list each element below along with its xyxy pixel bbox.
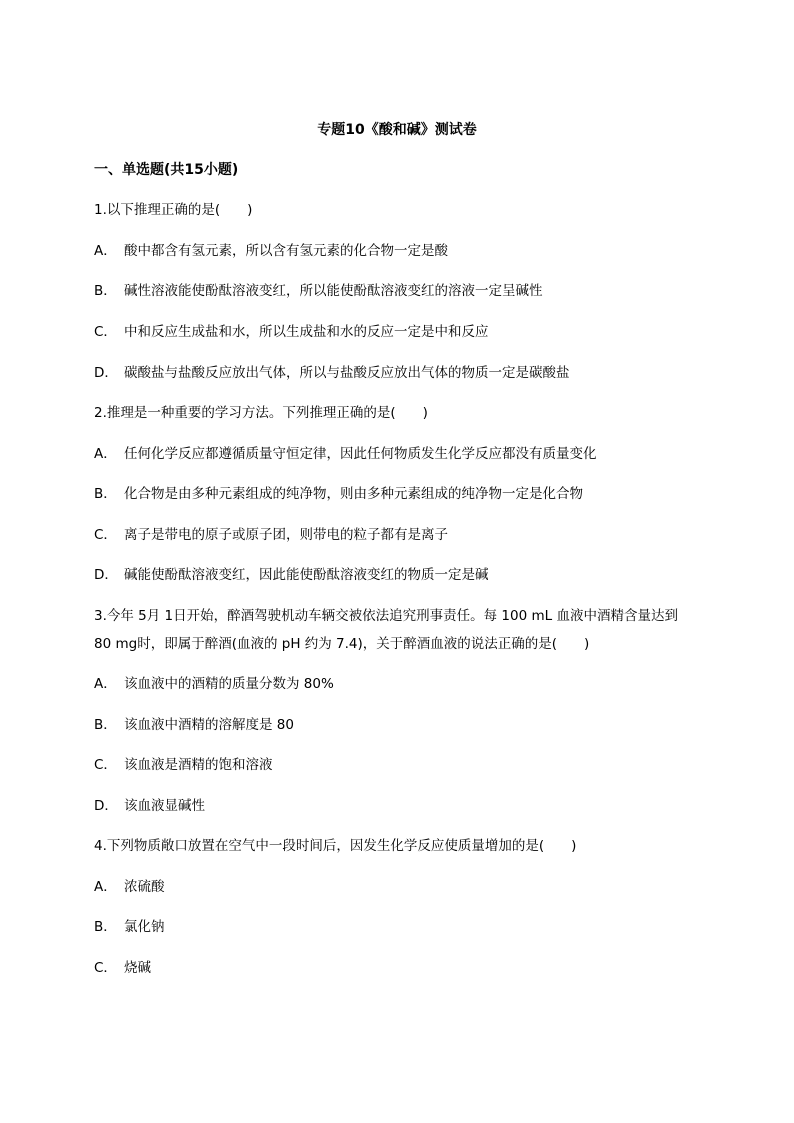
option-letter: C． [94,960,117,976]
question-option [94,674,714,694]
option-letter: B． [94,486,117,502]
question-option [94,322,714,342]
question-option [94,565,714,585]
question-option [94,755,714,775]
option-text: 化合物是由多种元素组成的纯净物，则由多种元素组成的纯净物一定是化合物 [124,486,583,502]
option-text: 酸中都含有氢元素，所以含有氢元素的化合物一定是酸 [124,243,448,259]
option-text: 浓硫酸 [124,879,165,895]
option-text: 该血液中的酒精的质量分数为 80% [124,676,334,692]
question-option [94,444,714,464]
option-letter: A． [94,676,117,692]
question-option [94,917,714,937]
section-heading: 一、单选题(共15小题) [94,162,239,178]
question-option [94,484,714,504]
question-option [94,281,714,301]
option-letter: B． [94,919,117,935]
option-letter: C． [94,757,117,773]
question-stem: 2.推理是一种重要的学习方法。下列推理正确的是( ) [94,405,428,421]
option-text: 氯化钠 [124,919,165,935]
option-letter: B． [94,717,117,733]
option-text: 中和反应生成盐和水，所以生成盐和水的反应一定是中和反应 [124,324,489,340]
option-letter: A． [94,879,117,895]
question-option [94,877,714,897]
option-text: 碱能使酚酞溶液变红，因此能使酚酞溶液变红的物质一定是碱 [124,567,489,583]
question-option [94,715,714,735]
page-title: 专题10《酸和碱》测试卷 [317,122,477,138]
option-letter: C． [94,324,117,340]
option-letter: A． [94,446,117,462]
option-text: 离子是带电的原子或原子团，则带电的粒子都有是离子 [124,527,448,543]
option-text: 任何化学反应都遵循质量守恒定律，因此任何物质发生化学反应都没有质量变化 [124,446,597,462]
option-text: 碳酸盐与盐酸反应放出气体，所以与盐酸反应放出气体的物质一定是碳酸盐 [124,365,570,381]
option-letter: A． [94,243,117,259]
option-letter: D． [94,798,118,814]
option-text: 碱性溶液能使酚酞溶液变红，所以能使酚酞溶液变红的溶液一定呈碱性 [124,283,543,299]
question-option [94,241,714,261]
question-option [94,363,714,383]
option-letter: D． [94,365,118,381]
option-text: 烧碱 [124,960,151,976]
option-text: 该血液中酒精的溶解度是 80 [124,717,294,733]
question-stem: 4.下列物质敞口放置在空气中一段时间后，因发生化学反应使质量增加的是( ) [94,838,577,854]
option-text: 该血液显碱性 [124,798,205,814]
option-letter: B． [94,283,117,299]
option-text: 该血液是酒精的饱和溶液 [124,757,273,773]
option-letter: D． [94,567,118,583]
question-stem: 1.以下推理正确的是( ) [94,202,253,218]
question-option [94,958,714,978]
option-letter: C． [94,527,117,543]
question-stem: 3.今年 5月 1日开始，醉酒驾驶机动车辆交被依法追究刑事责任。每 100 mL 血液中酒精含量达到 [94,608,678,624]
question-option [94,525,714,545]
question-stem-continued: 80 mg时，即属于醉酒(血液的 pH 约为 7.4)，关于醉酒血液的说法正确的是( ) [94,636,590,652]
question-option [94,796,714,816]
